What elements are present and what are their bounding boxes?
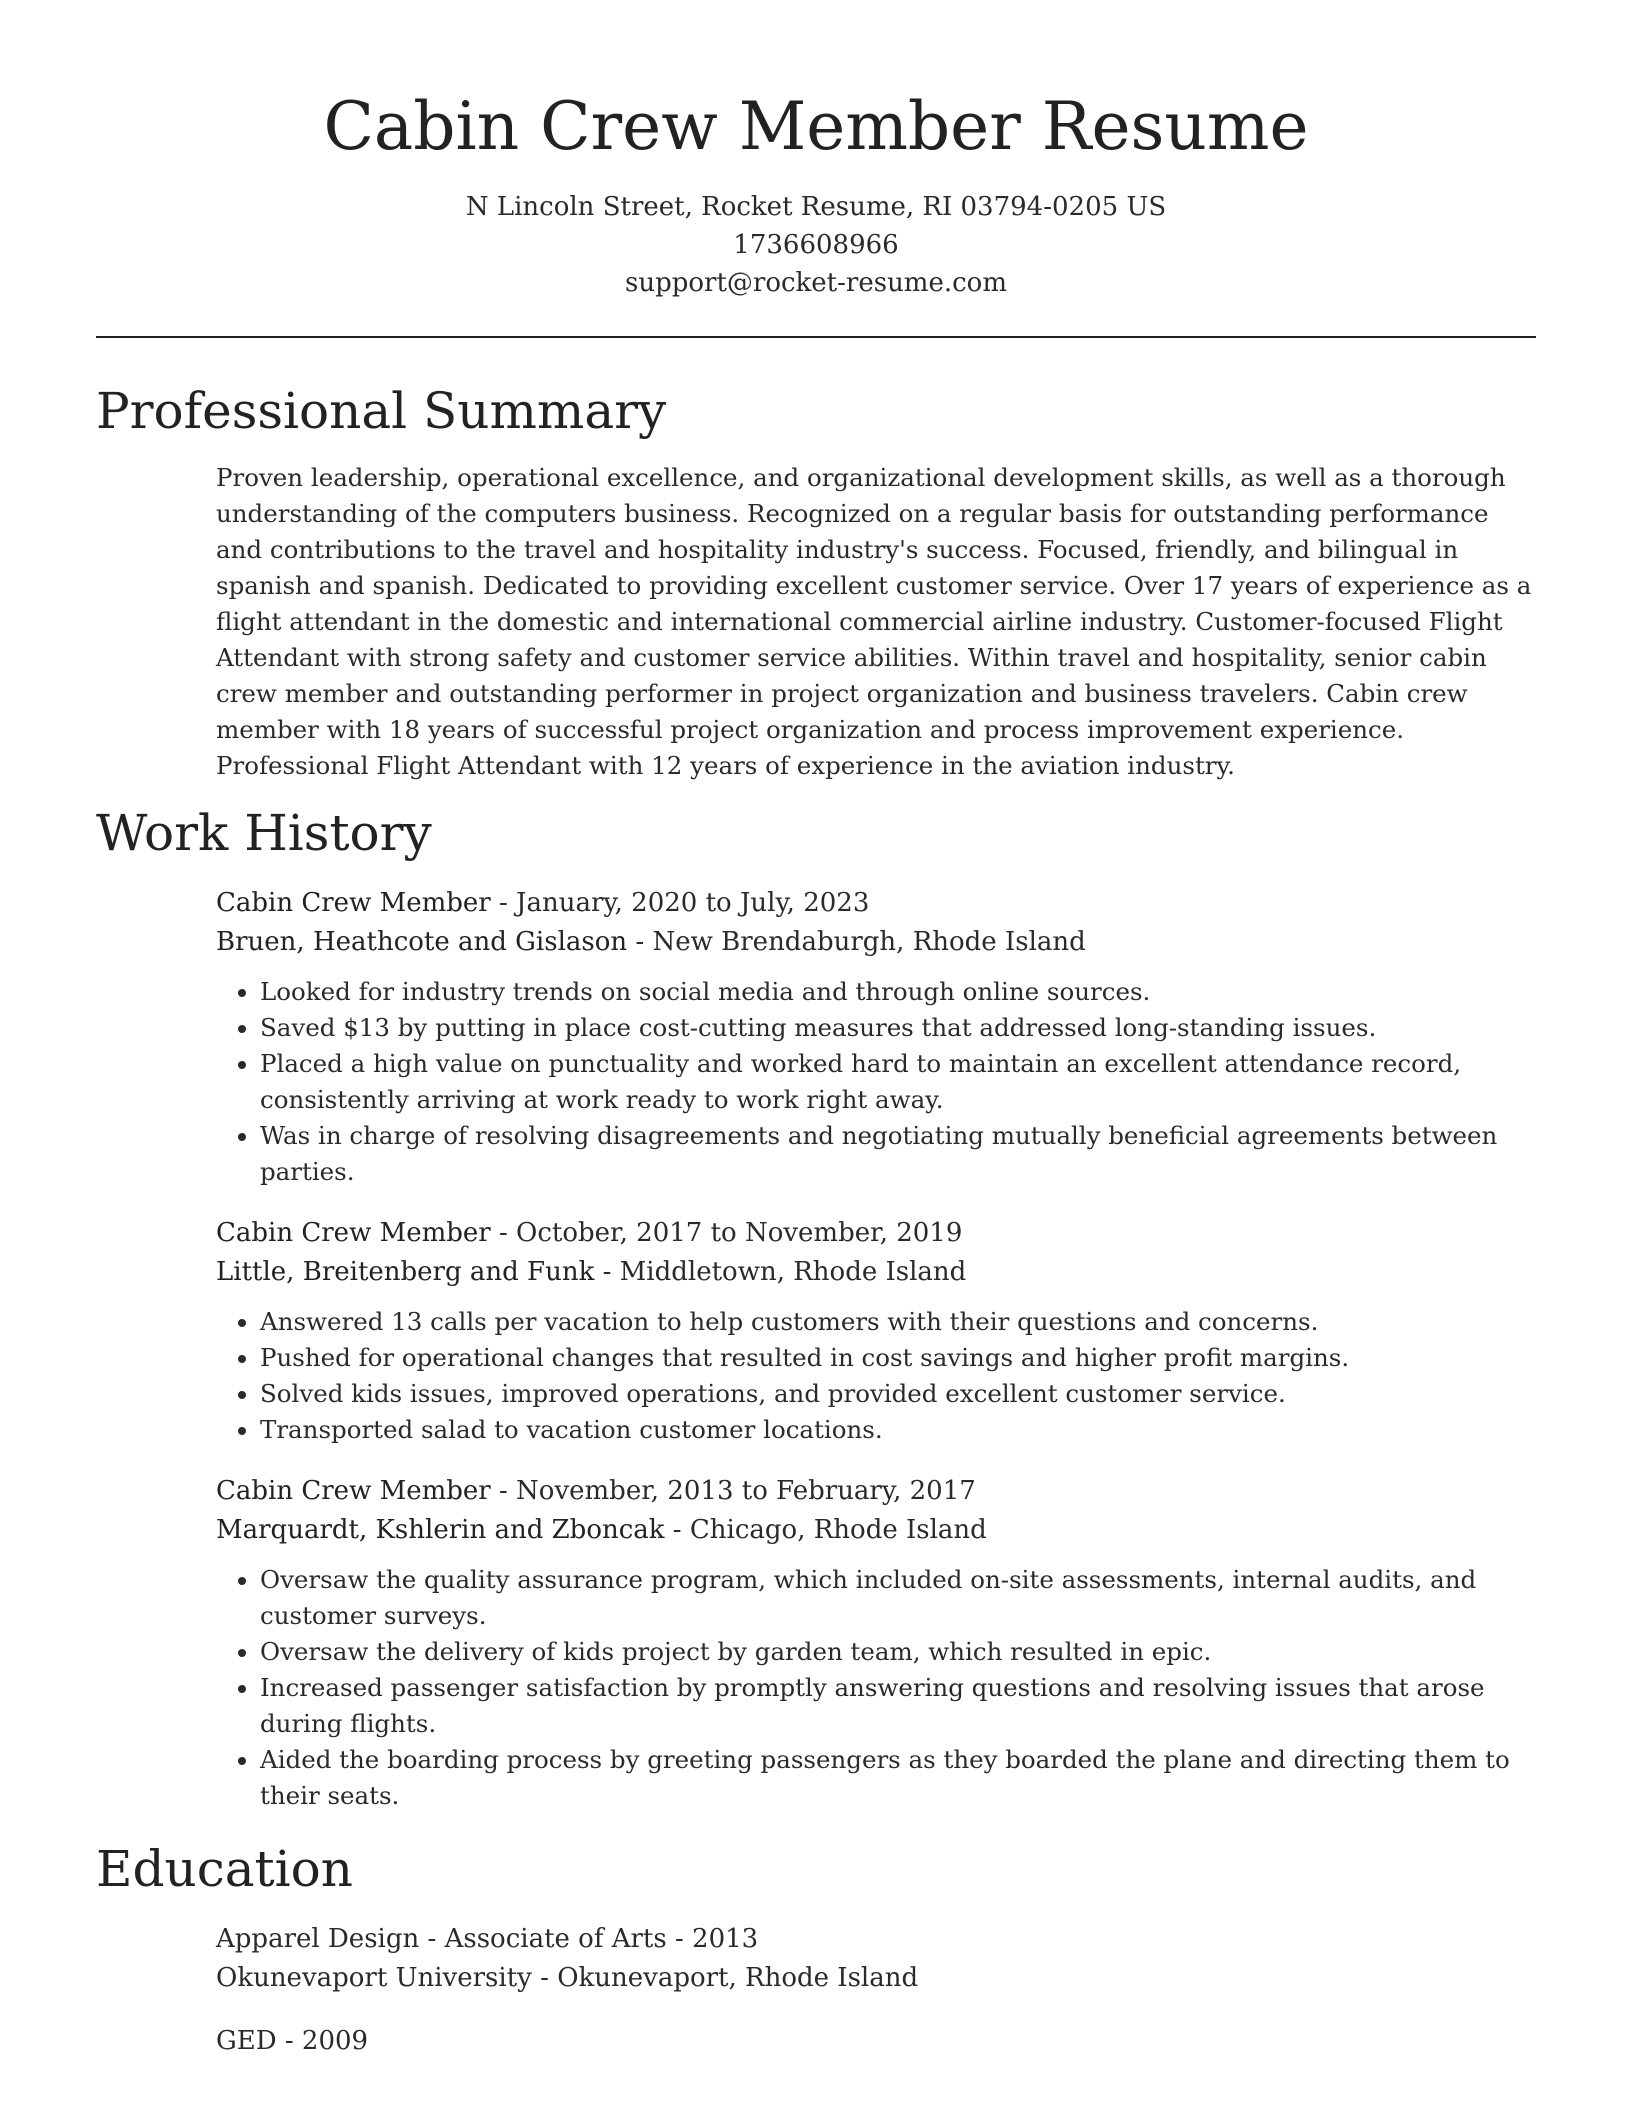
education-field: Apparel Design bbox=[216, 1924, 420, 1954]
job-bullet: • Increased passenger satisfaction by promptly answering questions and resolving issues that arose during flights. bbox=[260, 1670, 1536, 1742]
job-bullet: • Was in charge of resolving disagreements and negotiating mutually beneficial agreements between parties. bbox=[260, 1118, 1536, 1190]
job-bullets bbox=[216, 1562, 1536, 1814]
job-location: Chicago, Rhode Island bbox=[689, 1515, 987, 1545]
contact-address: N Lincoln Street, Rocket Resume, RI 03794-0205 US bbox=[465, 192, 1167, 222]
job-dates: January, 2020 to July, 2023 bbox=[516, 888, 870, 918]
job-location: Middletown, Rhode Island bbox=[619, 1257, 967, 1287]
contact-phone: 1736608966 bbox=[733, 230, 899, 260]
job-title-line: Cabin Crew Member - January, 2020 to July, 2023 bbox=[216, 888, 870, 918]
job-bullet: • Transported salad to vacation customer locations. bbox=[260, 1412, 1536, 1448]
education-year: 2013 bbox=[692, 1924, 759, 1954]
resume-title: Cabin Crew Member Resume bbox=[323, 88, 1309, 165]
job-bullet: • Oversaw the delivery of kids project by garden team, which resulted in epic. bbox=[260, 1634, 1536, 1670]
job-bullet: • Looked for industry trends on social media and through online sources. bbox=[260, 974, 1536, 1010]
education-location: Okunevaport, Rhode Island bbox=[557, 1963, 919, 1993]
section-title-work-history: Work History bbox=[96, 804, 432, 862]
job-bullets bbox=[216, 974, 1536, 1190]
job-bullet: • Answered 13 calls per vacation to help customers with their questions and concerns. bbox=[260, 1304, 1536, 1340]
contact-block bbox=[96, 188, 1536, 302]
job-dates: November, 2013 to February, 2017 bbox=[516, 1476, 976, 1506]
job-bullets bbox=[216, 1304, 1536, 1448]
job-entry bbox=[216, 1214, 1536, 1448]
education-degree-line: Apparel Design - Associate of Arts - 2013 bbox=[216, 1924, 759, 1954]
education-list bbox=[216, 1920, 1536, 2061]
job-company-line: Bruen, Heathcote and Gislason - New Brendaburgh, Rhode Island bbox=[216, 927, 1086, 957]
job-bullet: • Aided the boarding process by greeting passengers as they boarded the plane and directing them to their seats. bbox=[260, 1742, 1536, 1814]
job-company: Little, Breitenberg and Funk bbox=[216, 1257, 595, 1287]
header-divider bbox=[96, 336, 1536, 338]
job-entry bbox=[216, 884, 1536, 1190]
resume-header bbox=[96, 0, 1536, 302]
job-bullet: • Saved $13 by putting in place cost-cutting measures that addressed long-standing issues. bbox=[260, 1010, 1536, 1046]
job-title: Cabin Crew Member bbox=[216, 888, 491, 918]
job-bullet: • Pushed for operational changes that resulted in cost savings and higher profit margins. bbox=[260, 1340, 1536, 1376]
job-company: Bruen, Heathcote and Gislason bbox=[216, 927, 628, 957]
job-dates: October, 2017 to November, 2019 bbox=[516, 1218, 963, 1248]
education-school-line: Okunevaport University - Okunevaport, Rhode Island bbox=[216, 1963, 919, 1993]
job-title-line: Cabin Crew Member - November, 2013 to February, 2017 bbox=[216, 1476, 976, 1506]
job-location: New Brendaburgh, Rhode Island bbox=[652, 927, 1086, 957]
job-company-line: Marquardt, Kshlerin and Zboncak - Chicago, Rhode Island bbox=[216, 1515, 987, 1545]
section-title-education: Education bbox=[96, 1840, 353, 1898]
contact-email: support@rocket-resume.com bbox=[624, 268, 1007, 298]
education-entry bbox=[216, 2022, 1536, 2061]
job-title-line: Cabin Crew Member - October, 2017 to November, 2019 bbox=[216, 1218, 963, 1248]
education-ged-line: GED - 2009 bbox=[216, 2026, 369, 2056]
section-title-summary: Professional Summary bbox=[96, 382, 667, 440]
summary-text: Proven leadership, operational excellence, and organizational development skills, as well as a thorough understanding of the computers business. Recognized on a regular basis for outstanding performance and contributions to the travel and hospitality industry's success. Focused, friendly, and bilingual in spanish and spanish. Dedicated to providing excellent customer service. Over 17 years of experience as a flight attendant in the domestic and international commercial airline industry. Customer-focused Flight Attendant with strong safety and customer service abilities. Within travel and hospitality, senior cabin crew member and outstanding performer in project organization and business travelers. Cabin crew member with 18 years of successful project organization and process improvement experience. Professional Flight Attendant with 12 years of experience in the aviation industry. bbox=[216, 463, 1532, 780]
job-bullet: • Oversaw the quality assurance program, which included on-site assessments, internal audits, and customer surveys. bbox=[260, 1562, 1536, 1634]
job-title: Cabin Crew Member bbox=[216, 1476, 491, 1506]
education-entry bbox=[216, 1920, 1536, 1998]
job-title: Cabin Crew Member bbox=[216, 1218, 491, 1248]
job-entry bbox=[216, 1472, 1536, 1814]
education-degree: Associate of Arts bbox=[444, 1924, 667, 1954]
job-bullet: • Placed a high value on punctuality and worked hard to maintain an excellent attendance record, consistently arriving at work ready to work right away. bbox=[260, 1046, 1536, 1118]
job-company: Marquardt, Kshlerin and Zboncak bbox=[216, 1515, 665, 1545]
work-history-list bbox=[216, 884, 1536, 1814]
job-company-line: Little, Breitenberg and Funk - Middletown, Rhode Island bbox=[216, 1257, 967, 1287]
job-bullet: • Solved kids issues, improved operations, and provided excellent customer service. bbox=[260, 1376, 1536, 1412]
education-school: Okunevaport University bbox=[216, 1963, 532, 1993]
